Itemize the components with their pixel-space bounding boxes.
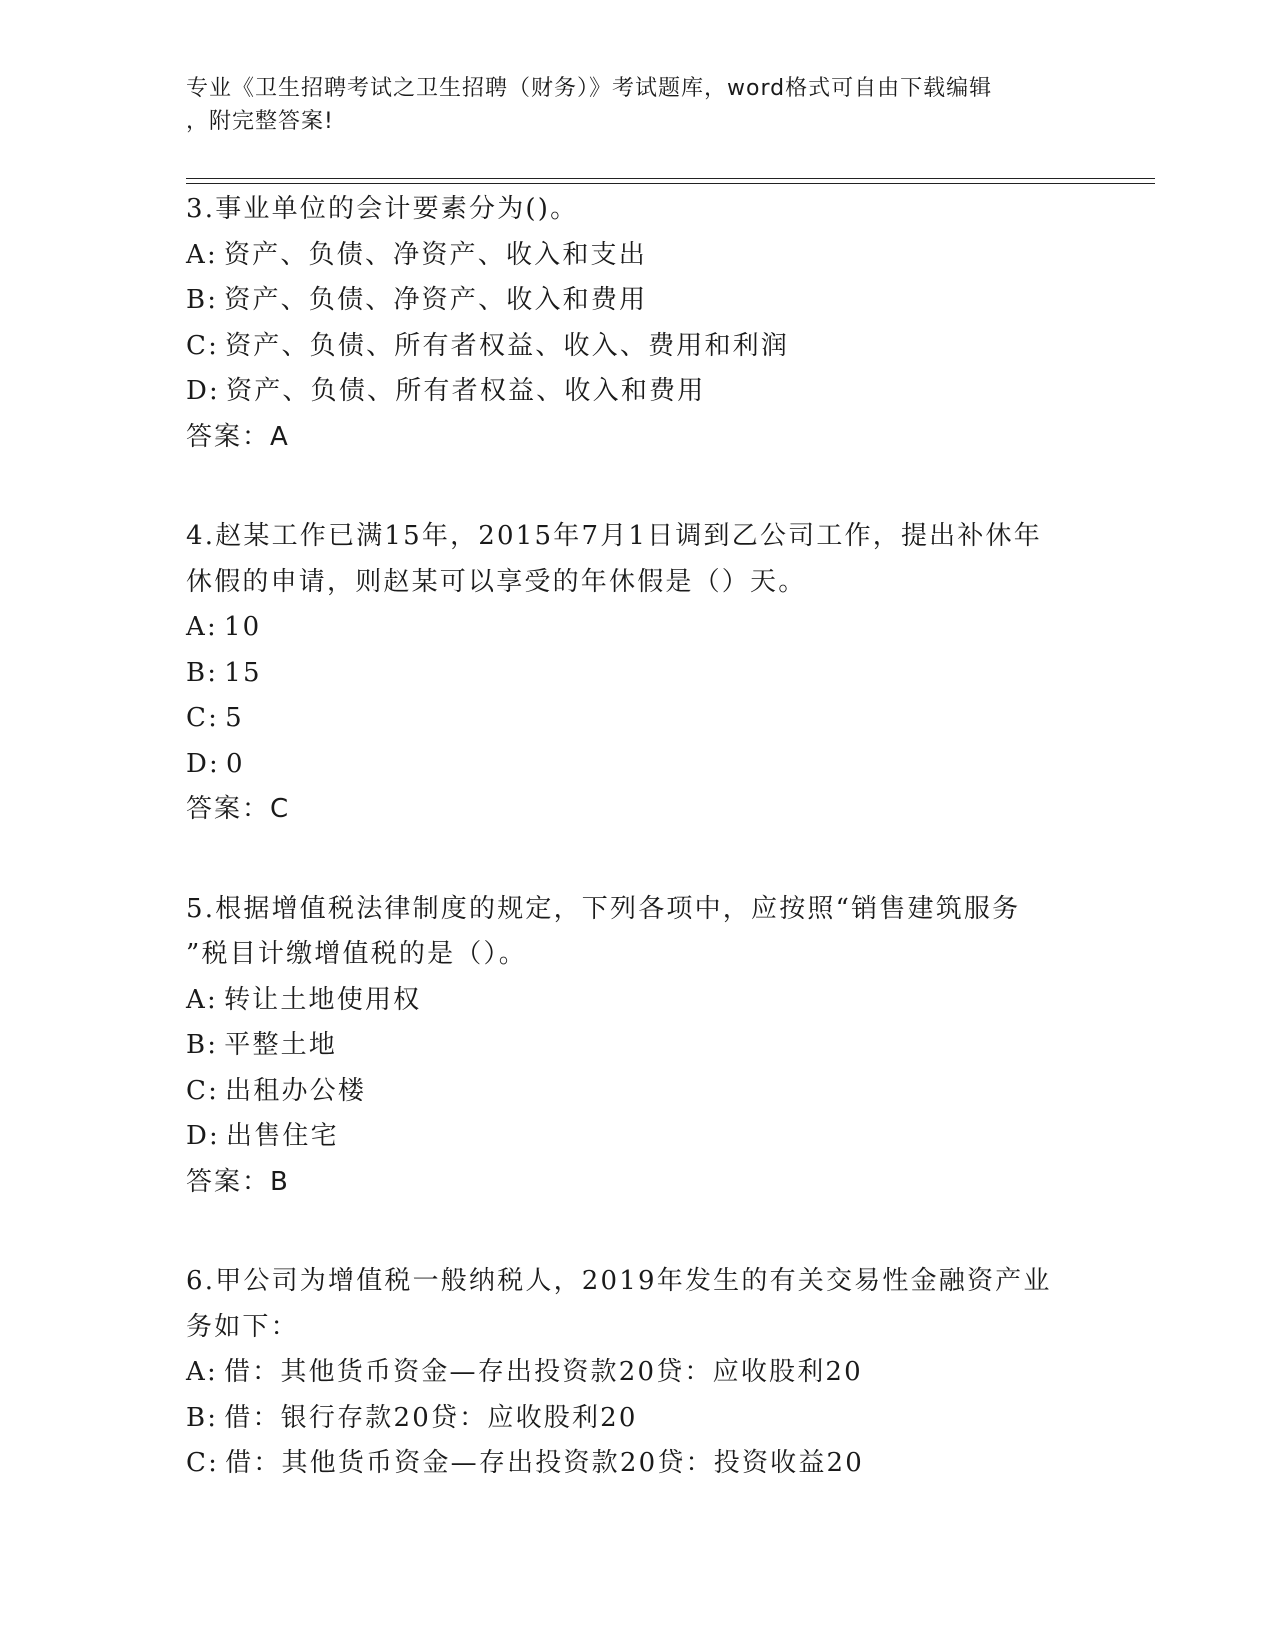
option-text: 平整土地: [224, 1030, 338, 1060]
document-header: [186, 72, 1086, 138]
question-stem: 3.事业单位的会计要素分为()。: [186, 194, 579, 224]
option-text: 借：其他货币资金—存出投资款20贷：应收股利20: [223, 1357, 863, 1387]
header-rule-bottom: [186, 183, 1155, 184]
option-letter: C:: [186, 1075, 220, 1106]
option-letter: D:: [186, 748, 221, 779]
question-list: [186, 187, 1086, 1541]
option-text: 出租办公楼: [225, 1075, 367, 1106]
option-letter: A:: [186, 1357, 218, 1387]
option-letter: C:: [186, 703, 220, 733]
answer-line: 答案：C: [186, 794, 291, 824]
question-stem-line-2: ”税目计缴增值税的是（）。: [186, 939, 527, 969]
question-stem-line-2: 务如下：: [186, 1311, 299, 1342]
option-text: 15: [224, 657, 262, 688]
option-letter: B:: [186, 1030, 219, 1060]
option-b: [186, 651, 1086, 697]
option-text: 资产、负债、净资产、收入和费用: [224, 285, 648, 315]
question-4: [186, 514, 1086, 833]
option-a: [186, 1350, 1086, 1396]
option-letter: A:: [186, 984, 218, 1015]
option-letter: D:: [186, 1121, 221, 1151]
option-text: 资产、负债、净资产、收入和支出: [223, 239, 647, 270]
option-letter: C:: [186, 330, 220, 361]
option-text: 10: [223, 612, 262, 642]
question-3: [186, 187, 1086, 460]
header-line-2: ，附完整答案!: [186, 109, 334, 134]
option-text: 借：银行存款20贷：应收股利20: [224, 1402, 638, 1433]
option-d: [186, 1114, 1086, 1160]
question-stem-line-1: 5.根据增值税法律制度的规定，下列各项中，应按照“销售建筑服务: [186, 893, 1021, 924]
option-text: 转让土地使用权: [223, 984, 422, 1015]
option-letter: A:: [186, 239, 218, 270]
option-text: 5: [225, 703, 244, 733]
option-d: [186, 369, 1086, 415]
option-a: [186, 605, 1086, 651]
option-a: [186, 978, 1086, 1024]
option-c: [186, 1441, 1086, 1487]
header-line-1: 专业《卫生招聘考试之卫生招聘（财务）》考试题库，word格式可自由下载编辑: [186, 76, 993, 101]
option-letter: B:: [186, 657, 219, 688]
question-stem-line-1: 6.甲公司为增值税一般纳税人，2019年发生的有关交易性金融资产业: [186, 1266, 1052, 1296]
option-b: [186, 1023, 1086, 1069]
option-text: 出售住宅: [226, 1121, 339, 1151]
option-c: [186, 1069, 1086, 1115]
question-stem-line-1: 4.赵某工作已满15年，2015年7月1日调到乙公司工作，提出补休年: [186, 521, 1042, 551]
answer-line: 答案：B: [186, 1166, 290, 1197]
option-b: [186, 1396, 1086, 1442]
option-c: [186, 696, 1086, 742]
option-text: 资产、负债、所有者权益、收入和费用: [226, 376, 706, 406]
option-a: [186, 233, 1086, 279]
option-letter: B:: [186, 285, 219, 315]
option-c: [186, 324, 1086, 370]
answer-line: 答案：A: [186, 421, 290, 452]
header-rule-top: [186, 178, 1155, 179]
question-stem-line-2: 休假的申请，则赵某可以享受的年休假是（）天。: [186, 566, 807, 597]
option-text: 资产、负债、所有者权益、收入、费用和利润: [225, 330, 790, 361]
option-letter: C:: [186, 1448, 220, 1478]
option-d: [186, 742, 1086, 788]
option-letter: B:: [186, 1402, 219, 1433]
question-6: [186, 1259, 1086, 1487]
option-b: [186, 278, 1086, 324]
option-letter: D:: [186, 376, 221, 406]
question-5: [186, 887, 1086, 1206]
option-text: 0: [226, 748, 245, 779]
option-letter: A:: [186, 612, 218, 642]
option-text: 借：其他货币资金—存出投资款20贷：投资收益20: [225, 1448, 865, 1478]
